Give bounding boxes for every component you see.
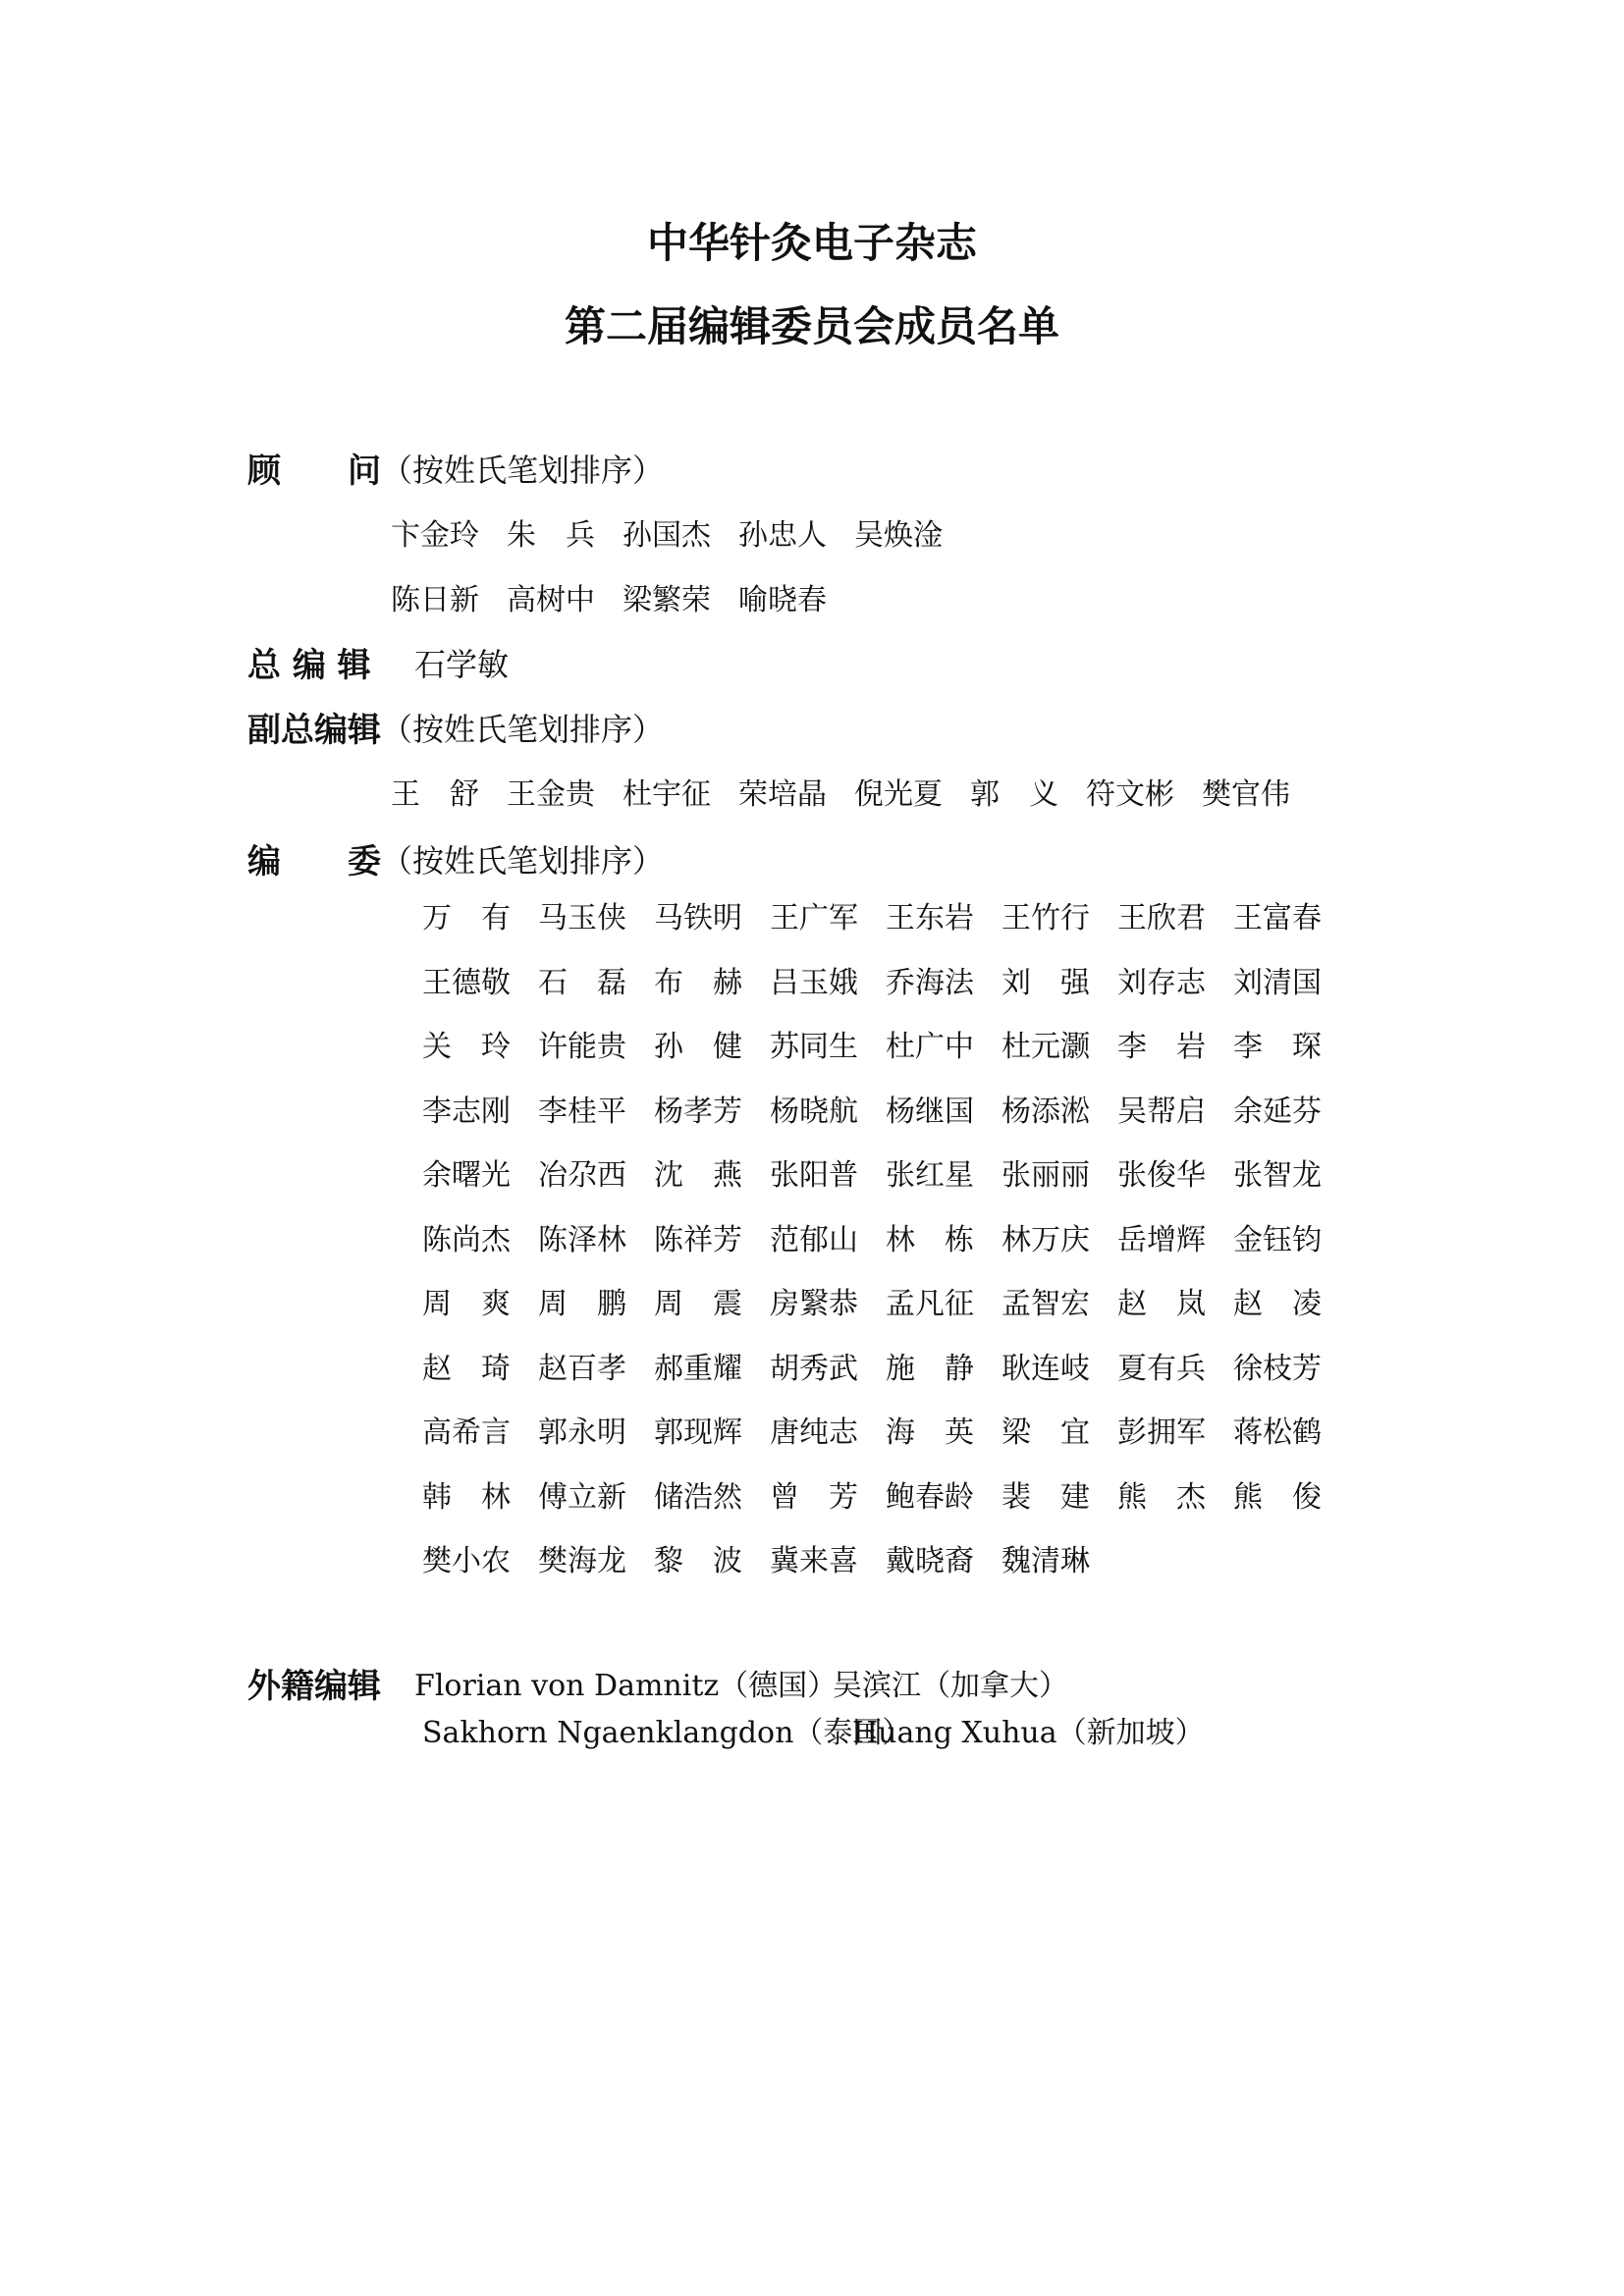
- advisor-name: 喻晓春: [738, 583, 827, 617]
- committee-member-name: 裴 建: [1001, 1479, 1090, 1515]
- committee-member-name: 郝重耀: [654, 1351, 742, 1386]
- committee-member-name: 蒋松鹤: [1233, 1415, 1322, 1450]
- committee-member-name: 赵 琦: [422, 1351, 511, 1386]
- committee-member-name: 戴晓裔: [886, 1544, 974, 1578]
- committee-label: 编 委: [247, 842, 381, 881]
- committee-member-name: 耿连岐: [1001, 1351, 1090, 1386]
- committee-member-name: 杨继国: [886, 1094, 974, 1129]
- committee-member-name: 余延芬: [1233, 1094, 1322, 1129]
- committee-member-name: 陈祥芳: [654, 1222, 742, 1257]
- deputy-editor-name: 荣培晶: [738, 777, 827, 812]
- committee-member-name: 张阳普: [770, 1158, 858, 1193]
- committee-member-name: 胡秀武: [770, 1351, 858, 1386]
- committee-member-name: 赵 岚: [1117, 1287, 1206, 1321]
- committee-member-name: 杨添淞: [1001, 1094, 1090, 1129]
- committee-member-name: 沈 燕: [654, 1158, 742, 1193]
- advisor-name: 吴焕淦: [854, 518, 943, 553]
- committee-member-name: 杨孝芳: [654, 1094, 742, 1129]
- committee-member-name: 孟智宏: [1001, 1287, 1090, 1321]
- committee-member-name: 孙 健: [654, 1030, 742, 1064]
- foreign-editor-3: Sakhorn Ngaenklangdon（泰国）: [422, 1716, 912, 1750]
- committee-member-name: 唐纯志: [770, 1415, 858, 1450]
- deputy-editor-name: 杜宇征: [623, 777, 711, 812]
- committee-member-name: 王广军: [770, 901, 858, 935]
- committee-member-name: 冀来喜: [770, 1544, 858, 1578]
- committee-member-name: 王竹行: [1001, 901, 1090, 935]
- advisor-name: 孙忠人: [738, 518, 827, 553]
- committee-member-name: 刘 强: [1001, 965, 1090, 1000]
- page-title: 中华针灸电子杂志: [646, 219, 977, 267]
- committee-member-name: 周 爽: [422, 1287, 511, 1321]
- committee-member-name: 高希言: [422, 1415, 511, 1450]
- committee-member-name: 郭现辉: [654, 1415, 742, 1450]
- committee-member-name: 王东岩: [886, 901, 974, 935]
- committee-note: （按姓氏笔划排序）: [381, 842, 665, 880]
- foreign-editor-2: 吴滨江（加拿大）: [833, 1669, 1068, 1703]
- foreign-editor-4: Huang Xuhua（新加坡）: [852, 1716, 1205, 1750]
- foreign-editors-label: 外籍编辑: [247, 1667, 381, 1706]
- committee-member-name: 徐枝芳: [1233, 1351, 1322, 1386]
- committee-member-name: 韩 林: [422, 1479, 511, 1515]
- advisors-row-1: [391, 510, 970, 554]
- committee-member-name: 魏清琳: [1001, 1544, 1090, 1578]
- deputy-editors-label: 副总编辑: [247, 711, 381, 750]
- committee-member-name: 梁 宜: [1001, 1415, 1090, 1450]
- committee-member-name: 施 静: [886, 1351, 974, 1386]
- committee-member-name: 房繄恭: [770, 1287, 858, 1321]
- committee-member-name: 关 玲: [422, 1030, 511, 1064]
- committee-member-name: 李 琛: [1233, 1030, 1322, 1064]
- committee-member-name: 彭拥军: [1117, 1415, 1206, 1450]
- committee-member-name: 张智龙: [1233, 1158, 1322, 1193]
- committee-member-name: 鲍春龄: [886, 1479, 974, 1515]
- committee-member-name: 樊海龙: [538, 1544, 626, 1578]
- committee-member-name: 陈尚杰: [422, 1222, 511, 1257]
- advisor-name: 高树中: [507, 583, 595, 617]
- advisors-note: （按姓氏笔划排序）: [381, 452, 665, 489]
- committee-member-name: 黎 波: [654, 1544, 742, 1578]
- committee-member-name: 赵百孝: [538, 1351, 626, 1386]
- committee-member-name: 李志刚: [422, 1094, 511, 1129]
- advisor-name: 梁繁荣: [623, 583, 711, 617]
- committee-member-name: 许能贵: [538, 1030, 626, 1064]
- committee-member-name: 周 震: [654, 1287, 742, 1321]
- committee-member-name: 王欣君: [1117, 901, 1206, 935]
- committee-member-name: 曾 芳: [770, 1479, 858, 1515]
- committee-member-name: 杜元灏: [1001, 1030, 1090, 1064]
- committee-member-name: 范郁山: [770, 1222, 858, 1257]
- committee-member-name: 陈泽林: [538, 1222, 626, 1257]
- committee-member-name: 储浩然: [654, 1479, 742, 1515]
- committee-member-name: 樊小农: [422, 1544, 511, 1578]
- committee-member-name: 余曙光: [422, 1158, 511, 1193]
- committee-member-name: 杜广中: [886, 1030, 974, 1064]
- committee-member-name: 岳增辉: [1117, 1222, 1206, 1257]
- deputy-editor-name: 樊官伟: [1202, 777, 1290, 812]
- deputy-editor-name: 符文彬: [1086, 777, 1174, 812]
- committee-member-name: 王富春: [1233, 901, 1322, 935]
- committee-member-name: 李 岩: [1117, 1030, 1206, 1064]
- committee-member-name: 熊 杰: [1117, 1479, 1206, 1515]
- committee-member-name: 周 鹏: [538, 1287, 626, 1321]
- advisor-name: 卞金玲: [391, 518, 479, 553]
- committee-member-name: 马玉侠: [538, 901, 626, 935]
- committee-member-name: 万 有: [422, 901, 511, 935]
- deputy-editor-name: 王金贵: [507, 777, 595, 812]
- committee-member-name: 郭永明: [538, 1415, 626, 1450]
- committee-member-name: 苏同生: [770, 1030, 858, 1064]
- committee-member-name: 张红星: [886, 1158, 974, 1193]
- committee-member-name: 夏有兵: [1117, 1351, 1206, 1386]
- advisor-name: 孙国杰: [623, 518, 711, 553]
- committee-member-name: 石 磊: [538, 965, 626, 1000]
- committee-member-name: 冶尕西: [538, 1158, 626, 1193]
- advisor-name: 朱 兵: [507, 518, 595, 553]
- committee-member-name: 熊 俊: [1233, 1479, 1322, 1515]
- committee-member-name: 金钰钧: [1233, 1222, 1322, 1257]
- committee-member-name: 傅立新: [538, 1479, 626, 1515]
- committee-member-name: 赵 凌: [1233, 1287, 1322, 1321]
- advisors-label: 顾 问: [247, 452, 381, 491]
- deputy-editor-name: 倪光夏: [854, 777, 943, 812]
- page-subtitle: 第二届编辑委员会成员名单: [564, 302, 1059, 350]
- committee-member-name: 吴帮启: [1117, 1094, 1206, 1129]
- deputy-editors-row: [391, 770, 1318, 813]
- committee-member-name: 布 赫: [654, 965, 742, 1000]
- advisors-row-2: [391, 575, 854, 618]
- committee-member-name: 李桂平: [538, 1094, 626, 1129]
- deputy-editors-note: （按姓氏笔划排序）: [381, 711, 665, 748]
- committee-member-name: 孟凡征: [886, 1287, 974, 1321]
- chief-editor-name: 石学敏: [414, 646, 510, 683]
- committee-member-name: 王德敬: [422, 965, 511, 1000]
- foreign-editor-1: Florian von Damnitz（德国）: [414, 1669, 838, 1703]
- committee-member-name: 林万庆: [1001, 1222, 1090, 1257]
- deputy-editor-name: 郭 义: [970, 777, 1058, 812]
- committee-member-name: 吕玉娥: [770, 965, 858, 1000]
- advisor-name: 陈日新: [391, 583, 479, 617]
- committee-member-name: 乔海法: [886, 965, 974, 1000]
- committee-member-name: 张丽丽: [1001, 1158, 1090, 1193]
- committee-member-name: 刘存志: [1117, 965, 1206, 1000]
- committee-member-name: 杨晓航: [770, 1094, 858, 1129]
- committee-member-name: 刘清国: [1233, 965, 1322, 1000]
- chief-editor-label: 总 编 辑: [247, 646, 371, 685]
- committee-member-name: 马铁明: [654, 901, 742, 935]
- deputy-editor-name: 王 舒: [391, 777, 479, 812]
- committee-member-name: 海 英: [886, 1415, 974, 1450]
- committee-member-name: 林 栋: [886, 1222, 974, 1257]
- committee-member-name: 张俊华: [1117, 1158, 1206, 1193]
